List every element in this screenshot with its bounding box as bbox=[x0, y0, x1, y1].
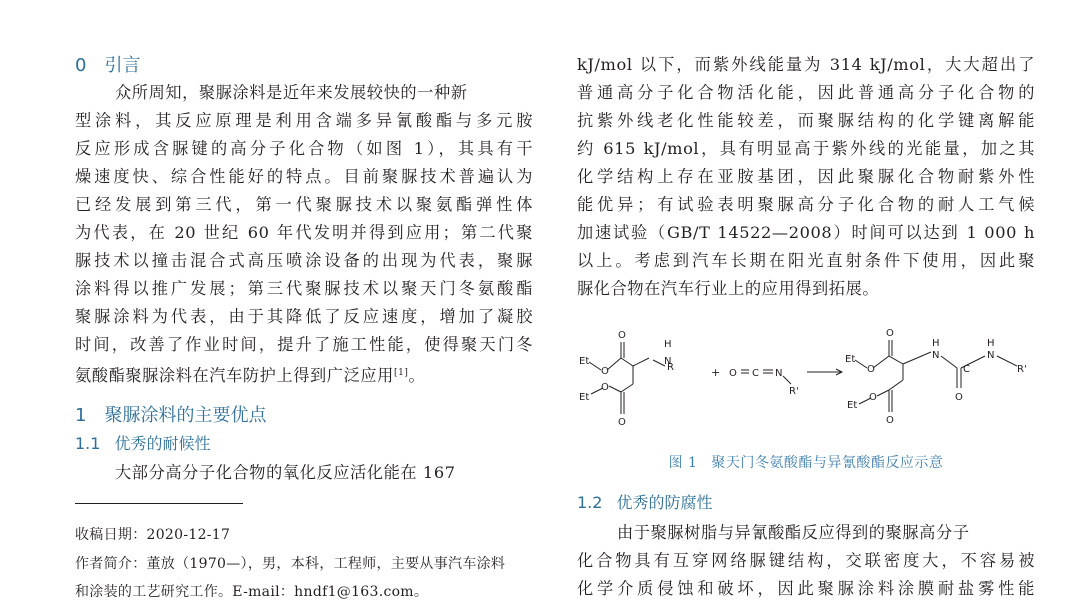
c-label: C bbox=[752, 368, 759, 379]
paragraph-line: 化学结构上存在亚胺基团，因此聚脲化合物耐紫外性 bbox=[577, 167, 1035, 186]
paragraph-line bbox=[75, 362, 425, 387]
o-label: O bbox=[618, 417, 626, 428]
figure-caption bbox=[577, 452, 1035, 472]
n-label: N bbox=[932, 350, 940, 361]
et-label: Et bbox=[579, 356, 590, 367]
section-number: 1.1 bbox=[75, 434, 101, 453]
paragraph-line: 已经发展到第三代，第一代聚脲技术以聚氨酯弹性体 bbox=[75, 195, 533, 214]
paragraph-line: 加速试验（GB/T 14522—2008）时间可以达到 1 000 h bbox=[577, 223, 1035, 242]
o-label: O bbox=[601, 366, 609, 377]
o-label: O bbox=[886, 415, 894, 426]
paragraph-line: 反应形成含脲键的高分子化合物（如图 1），其具有干 bbox=[75, 139, 533, 158]
section-title: 引言 bbox=[104, 55, 141, 76]
footnote-received-date: 收稿日期：2020-12-17 bbox=[75, 527, 231, 543]
footnote-divider bbox=[75, 503, 243, 504]
o-label: O bbox=[867, 364, 875, 375]
footnote-author-cont: 和涂装的工艺研究工作。E-mail：hndf1@163.com。 bbox=[75, 584, 429, 600]
paragraph-line: 抗紫外线老化性能较差，而聚脲结构的化学键离解能 bbox=[577, 111, 1035, 130]
h-label: H bbox=[987, 338, 995, 349]
paragraph-line: 化学介质侵蚀和破坏，因此聚脲涂料涂膜耐盐雾性能 bbox=[577, 579, 1035, 598]
c-label: C bbox=[963, 364, 970, 375]
plus-sign: + bbox=[711, 366, 721, 379]
figure-number: 图 1 bbox=[668, 455, 698, 471]
paragraph-line: kJ/mol 以下，而紫外线能量为 314 kJ/mol，大大超出了 bbox=[577, 55, 1035, 74]
section-0-heading bbox=[75, 54, 140, 78]
o-label: O bbox=[886, 328, 894, 339]
paragraph-line: 能优异；有试验表明聚脲高分子化合物的耐人工气候 bbox=[577, 195, 1035, 214]
figure-caption-text: 聚天门冬氨酸酯与异氰酸酯反应示意 bbox=[711, 455, 944, 471]
n-label: N bbox=[775, 368, 783, 379]
paragraph-line: 众所周知，聚脲涂料是近年来发展较快的一种新 bbox=[115, 83, 468, 102]
paragraph-line: 聚脲涂料为代表，由于其降低了反应速度，增加了凝胶 bbox=[75, 307, 533, 326]
o-label: O bbox=[869, 392, 877, 403]
paragraph-line: 型涂料，其反应原理是利用含端多异氰酸酯与多元胺 bbox=[75, 111, 533, 130]
reaction-scheme-figure bbox=[577, 320, 1035, 440]
section-1-1-heading bbox=[75, 433, 210, 455]
section-title: 优秀的防腐性 bbox=[616, 493, 713, 512]
paragraph-line: 脲技术以撞击混合式高压喷涂设备的出现为代表，聚脲 bbox=[75, 251, 533, 270]
et-label: Et bbox=[845, 354, 856, 365]
h-label: H bbox=[664, 339, 672, 350]
r-prime-label: R' bbox=[1017, 364, 1027, 375]
paragraph-line: 化合物具有互穿网络脲键结构，交联密度大，不容易被 bbox=[577, 551, 1035, 570]
n-label: N bbox=[987, 350, 995, 361]
et-label: Et bbox=[579, 392, 590, 403]
paragraph-line: 燥速度快、综合性能好的特点。目前聚脲技术普遍认为 bbox=[75, 167, 533, 186]
line-text: 氨酸酯聚脲涂料在汽车防护上得到广泛应用 bbox=[75, 366, 394, 385]
paragraph-line: 涂料得以推广发展；第三代聚脲技术以聚天门冬氨酸酯 bbox=[75, 279, 533, 298]
n-label: N bbox=[664, 356, 672, 367]
paragraph-line: 大部分高分子化合物的氧化反应活化能在 167 bbox=[115, 463, 456, 482]
o-label: O bbox=[955, 392, 963, 403]
section-number: 1.2 bbox=[577, 493, 603, 512]
paragraph-line: 时间，改善了作业时间，提升了施工性能，使得聚天门冬 bbox=[75, 335, 533, 354]
paragraph-line: 为代表，在 20 世纪 60 年代发明并得到应用；第二代聚 bbox=[75, 223, 533, 242]
o-label: O bbox=[729, 368, 737, 379]
et-label: Et bbox=[847, 400, 858, 411]
section-1-2-heading bbox=[577, 492, 712, 514]
o-label: O bbox=[618, 330, 626, 341]
section-title: 优秀的耐候性 bbox=[114, 434, 211, 453]
line-end: 。 bbox=[408, 366, 426, 385]
paragraph-line: 普通高分子化合物活化能，因此普通高分子化合物的 bbox=[577, 83, 1035, 102]
section-1-heading bbox=[75, 404, 266, 428]
paragraph-line: 约 615 kJ/mol，具有明显高于紫外线的光能量，加之其 bbox=[577, 139, 1035, 158]
r-prime-label: R' bbox=[789, 386, 799, 397]
r-label: R bbox=[667, 362, 674, 373]
section-number: 1 bbox=[75, 405, 87, 426]
section-title: 聚脲涂料的主要优点 bbox=[104, 405, 267, 426]
citation-ref[interactable]: [1] bbox=[393, 368, 409, 378]
paragraph-line: 以上。考虑到汽车长期在阳光直射条件下使用，因此聚 bbox=[577, 251, 1035, 270]
paragraph-line: 由于聚脲树脂与异氰酸酯反应得到的聚脲高分子 bbox=[617, 523, 970, 542]
o-label: O bbox=[601, 382, 609, 393]
footnote-author: 作者简介：董放（1970—），男，本科，工程师，主要从事汽车涂料 bbox=[75, 556, 506, 572]
h-label: H bbox=[932, 338, 940, 349]
section-number: 0 bbox=[75, 55, 87, 76]
paragraph-line: 脲化合物在汽车行业上的应用得到拓展。 bbox=[577, 279, 880, 298]
